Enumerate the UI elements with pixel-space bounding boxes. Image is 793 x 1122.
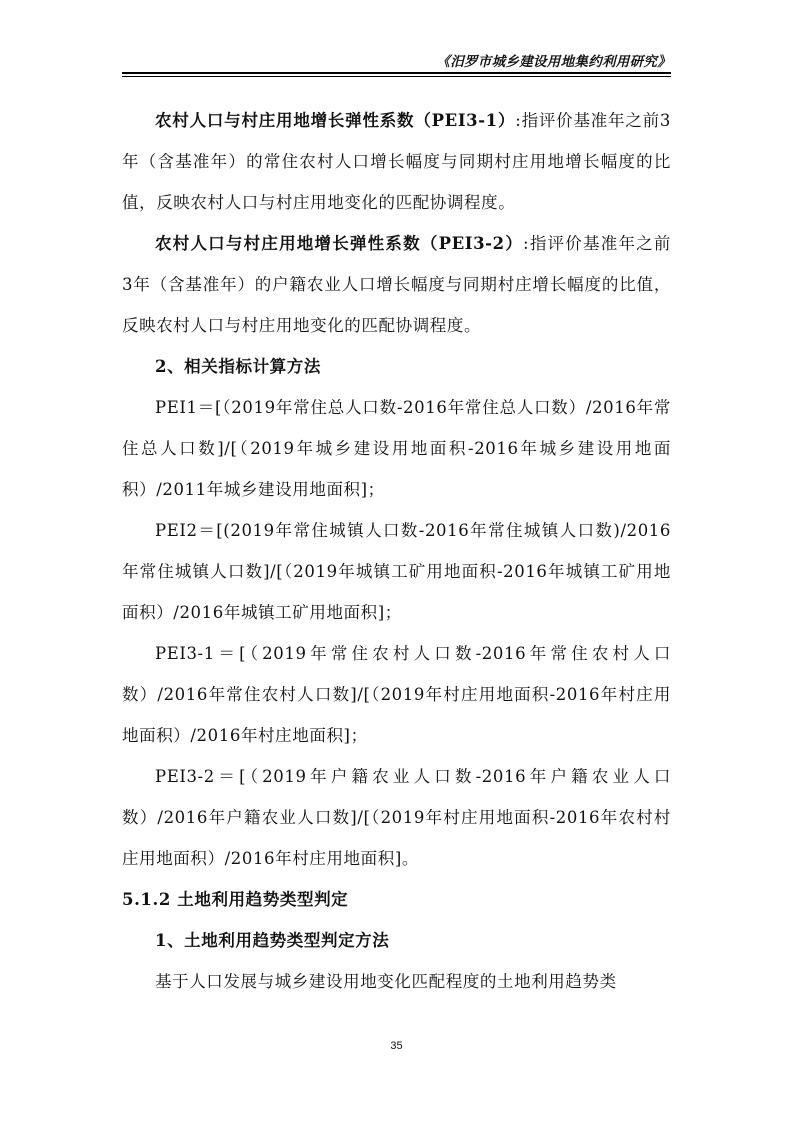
paragraph-trend-intro: 基于人口发展与城乡建设用地变化匹配程度的土地利用趋势类 (155, 972, 617, 991)
header-rule-thin (122, 76, 671, 77)
definition-pei3-2: :指评价基准年之前 3年（含基准年）的户籍农业人口增长幅度与同期村庄增长幅度的比值，反映农村人口与村庄用地变化的匹配协调程度。 (122, 234, 671, 335)
heading-trend-method: 1、土地利用趋势类型判定方法 (155, 931, 390, 950)
paragraph-pei3-1 (122, 100, 671, 223)
formula-pei1: PEI1＝[（2019年常住总人口数-2016年常住总人口数）/2016年常住总人口数]/[（2019年城乡建设用地面积-2016年城乡建设用地面积）/2011年城乡建设用地面积]； (122, 398, 671, 499)
heading-calc-methods: 2、相关指标计算方法 (155, 357, 321, 376)
formula-pei3-2: PEI3-2＝[（2019年户籍农业人口数-2016年户籍农业人口数）/2016年户籍农业人口数]/[（2019年村庄用地面积-2016年农村村庄用地面积）/2016年村庄用地面积]。 (122, 767, 671, 868)
heading-section-5-1-2: 5.1.2 土地利用趋势类型判定 (122, 890, 349, 909)
formula-pei2: PEI2＝[(2019年常住城镇人口数-2016年常住城镇人口数)/2016年常住城镇人口数]/[（2019年城镇工矿用地面积-2016年城镇工矿用地面积）/2016年城镇工矿用地面积]； (122, 521, 671, 622)
paragraph-pei3-2 (122, 223, 671, 346)
running-header: 《汨罗市城乡建设用地集约利用研究》 (436, 54, 671, 70)
page-body (122, 100, 671, 1002)
page-number: 35 (390, 1040, 403, 1052)
definition-pei3-1: :指评价基准年之前3年（含基准年）的常住农村人口增长幅度与同期村庄用地增长幅度的比值，反映农村人口与村庄用地变化的匹配协调程度。 (122, 111, 671, 212)
header-rule-thick (122, 72, 671, 74)
term-pei3-1: 农村人口与村庄用地增长弹性系数（PEI3-1） (155, 111, 516, 130)
term-pei3-2: 农村人口与村庄用地增长弹性系数（PEI3-2） (155, 234, 524, 253)
formula-pei3-1: PEI3-1＝[（2019年常住农村人口数-2016年常住农村人口数）/2016年常住农村人口数]/[（2019年村庄用地面积-2016年村庄用地面积）/2016年村庄地面积]； (122, 644, 671, 745)
